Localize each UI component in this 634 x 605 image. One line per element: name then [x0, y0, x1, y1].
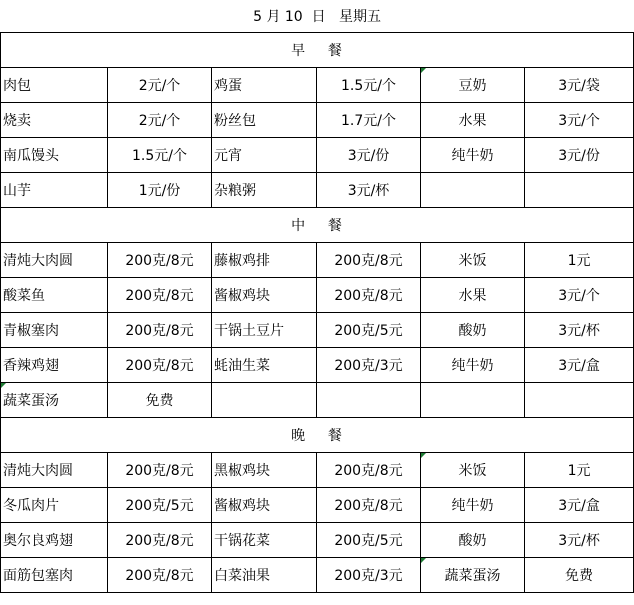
dish-name: 肉包 [3, 77, 31, 94]
price-cell [108, 312, 212, 347]
price-cell [317, 172, 421, 207]
dish-price: 1.7元/个 [341, 112, 396, 129]
dish-name-cell [421, 382, 525, 417]
dish-name: 奥尔良鸡翅 [3, 532, 73, 549]
dish-name-cell [421, 242, 525, 277]
section-header-row [1, 417, 634, 452]
price-cell [525, 137, 634, 172]
dish-name: 干锅花菜 [214, 532, 270, 549]
dish-price: 200克/8元 [125, 322, 194, 339]
dish-name-cell [1, 312, 108, 347]
dish-name-cell [1, 277, 108, 312]
section-label: 中 餐 [1, 207, 634, 242]
price-cell [317, 137, 421, 172]
dish-name: 酸菜鱼 [3, 287, 45, 304]
price-cell [525, 312, 634, 347]
page-title: 5 月 10 日 星期五 [1, 0, 634, 32]
dish-price: 2元/个 [138, 77, 181, 94]
dish-name-cell [1, 347, 108, 382]
dish-name: 粉丝包 [214, 112, 256, 129]
dish-price: 1元 [567, 252, 591, 269]
dish-name-cell [1, 242, 108, 277]
price-cell [525, 452, 634, 487]
dish-name: 白菜油果 [214, 567, 270, 584]
dish-name: 水果 [458, 112, 487, 129]
dish-name-cell [212, 242, 317, 277]
dish-name-cell [421, 487, 525, 522]
price-cell [317, 487, 421, 522]
dish-name: 干锅土豆片 [214, 322, 284, 339]
dish-price: 免费 [145, 392, 174, 409]
menu-row [1, 242, 634, 277]
dish-name: 纯牛奶 [451, 497, 494, 514]
price-cell [108, 172, 212, 207]
dish-price: 200克/8元 [125, 462, 194, 479]
dish-name-cell [1, 487, 108, 522]
dish-name-cell [1, 452, 108, 487]
menu-row [1, 557, 634, 592]
price-cell [317, 67, 421, 102]
dish-price: 3元/杯 [347, 182, 390, 199]
menu-row [1, 277, 634, 312]
price-cell [108, 347, 212, 382]
dish-name-cell [212, 312, 317, 347]
dish-name-cell [421, 172, 525, 207]
dish-name-cell [212, 487, 317, 522]
price-cell [525, 347, 634, 382]
dish-name-cell [421, 137, 525, 172]
dish-name: 蚝油生菜 [214, 357, 270, 374]
price-cell [317, 522, 421, 557]
price-cell [108, 137, 212, 172]
dish-name: 酸奶 [458, 322, 487, 339]
menu-row [1, 487, 634, 522]
dish-name: 元宵 [214, 147, 242, 164]
dish-price: 1元 [567, 462, 591, 479]
dish-name: 杂粮粥 [214, 182, 256, 199]
dish-name: 水果 [458, 287, 487, 304]
dish-name: 豆奶 [458, 77, 487, 94]
dish-name: 酱椒鸡块 [214, 287, 270, 304]
price-cell [108, 487, 212, 522]
note-marker [1, 383, 6, 388]
dish-name: 冬瓜肉片 [3, 497, 59, 514]
section-label: 晚 餐 [1, 417, 634, 452]
price-cell [317, 242, 421, 277]
dish-price: 200克/8元 [334, 497, 403, 514]
price-cell [108, 522, 212, 557]
title-row [1, 0, 634, 32]
dish-name: 纯牛奶 [451, 357, 494, 374]
dish-price: 1元/份 [138, 182, 181, 199]
price-cell [525, 67, 634, 102]
price-cell [525, 172, 634, 207]
dish-name-cell [212, 277, 317, 312]
dish-price: 3元/份 [558, 147, 600, 164]
dish-name-cell [421, 67, 525, 102]
dish-price: 200克/8元 [125, 287, 194, 304]
dish-price: 1.5元/个 [132, 147, 187, 164]
dish-name-cell [212, 102, 317, 137]
dish-name-cell [1, 67, 108, 102]
dish-name: 清炖大肉圆 [3, 462, 73, 479]
price-cell [525, 382, 634, 417]
price-cell [525, 102, 634, 137]
dish-price: 3元/杯 [558, 532, 600, 549]
menu-row [1, 172, 634, 207]
dish-name: 烧卖 [3, 112, 31, 129]
dish-name-cell [212, 137, 317, 172]
dish-price: 200克/8元 [334, 252, 403, 269]
dish-name-cell [212, 67, 317, 102]
dish-name-cell [212, 347, 317, 382]
dish-price: 200克/8元 [125, 532, 194, 549]
dish-name: 香辣鸡翅 [3, 357, 59, 374]
dish-name: 纯牛奶 [451, 147, 494, 164]
dish-price: 3元/个 [558, 112, 600, 129]
dish-price: 3元/盒 [558, 357, 600, 374]
dish-name: 面筋包塞肉 [3, 567, 73, 584]
dish-name: 黑椒鸡块 [214, 462, 270, 479]
dish-price: 200克/3元 [334, 357, 403, 374]
dish-price: 3元/个 [558, 287, 600, 304]
dish-name-cell [1, 382, 108, 417]
dish-price: 免费 [565, 567, 594, 584]
dish-name: 青椒塞肉 [3, 322, 59, 339]
menu-row [1, 67, 634, 102]
price-cell [525, 242, 634, 277]
dish-name-cell [1, 137, 108, 172]
dish-name-cell [1, 522, 108, 557]
dish-name-cell [1, 102, 108, 137]
dish-price: 3元/盒 [558, 497, 600, 514]
dish-name-cell [421, 347, 525, 382]
note-marker [421, 558, 426, 563]
dish-price: 200克/8元 [125, 567, 194, 584]
dish-price: 3元/袋 [558, 77, 600, 94]
price-cell [108, 67, 212, 102]
dish-name-cell [1, 557, 108, 592]
note-marker [421, 453, 426, 458]
dish-name: 酱椒鸡块 [214, 497, 270, 514]
dish-price: 200克/5元 [334, 322, 403, 339]
menu-row [1, 452, 634, 487]
dish-price: 200克/8元 [334, 462, 403, 479]
section-label: 早 餐 [1, 32, 634, 67]
dish-name: 藤椒鸡排 [214, 252, 270, 269]
dish-name-cell [212, 382, 317, 417]
price-cell [525, 522, 634, 557]
dish-name-cell [212, 557, 317, 592]
menu-row [1, 347, 634, 382]
dish-name: 清炖大肉圆 [3, 252, 73, 269]
price-cell [108, 452, 212, 487]
dish-name: 鸡蛋 [214, 77, 242, 94]
price-cell [108, 242, 212, 277]
price-cell [317, 382, 421, 417]
dish-price: 200克/5元 [334, 532, 403, 549]
menu-row [1, 382, 634, 417]
menu-row [1, 102, 634, 137]
price-cell [108, 382, 212, 417]
price-cell [108, 557, 212, 592]
price-cell [317, 277, 421, 312]
menu-row [1, 522, 634, 557]
dish-name-cell [212, 522, 317, 557]
price-cell [108, 102, 212, 137]
note-marker [421, 68, 426, 73]
dish-name-cell [421, 312, 525, 347]
dish-name: 蔬菜蛋汤 [444, 567, 501, 584]
menu-row [1, 137, 634, 172]
dish-name: 米饭 [458, 252, 487, 269]
dish-price: 200克/8元 [334, 287, 403, 304]
dish-price: 200克/8元 [125, 252, 194, 269]
price-cell [525, 277, 634, 312]
price-cell [317, 557, 421, 592]
dish-price: 200克/3元 [334, 567, 403, 584]
section-header-row [1, 207, 634, 242]
dish-name-cell [421, 277, 525, 312]
dish-name: 南瓜馒头 [3, 147, 59, 164]
price-cell [317, 312, 421, 347]
dish-name-cell [212, 172, 317, 207]
price-cell [108, 277, 212, 312]
dish-price: 200克/8元 [125, 357, 194, 374]
menu-row [1, 312, 634, 347]
dish-name-cell [421, 522, 525, 557]
dish-price: 200克/5元 [125, 497, 194, 514]
price-cell [317, 102, 421, 137]
dish-name-cell [421, 452, 525, 487]
dish-price: 3元/份 [347, 147, 390, 164]
price-cell [317, 452, 421, 487]
price-cell [317, 347, 421, 382]
dish-name-cell [212, 452, 317, 487]
dish-name: 蔬菜蛋汤 [3, 392, 59, 409]
price-cell [525, 557, 634, 592]
dish-price: 1.5元/个 [341, 77, 396, 94]
dish-name-cell [1, 172, 108, 207]
section-header-row [1, 32, 634, 67]
dish-name-cell [421, 557, 525, 592]
dish-name-cell [421, 102, 525, 137]
dish-price: 3元/杯 [558, 322, 600, 339]
price-cell [525, 487, 634, 522]
dish-price: 2元/个 [138, 112, 181, 129]
dish-name: 酸奶 [458, 532, 487, 549]
dish-name: 山芋 [3, 182, 31, 199]
dish-name: 米饭 [458, 462, 487, 479]
